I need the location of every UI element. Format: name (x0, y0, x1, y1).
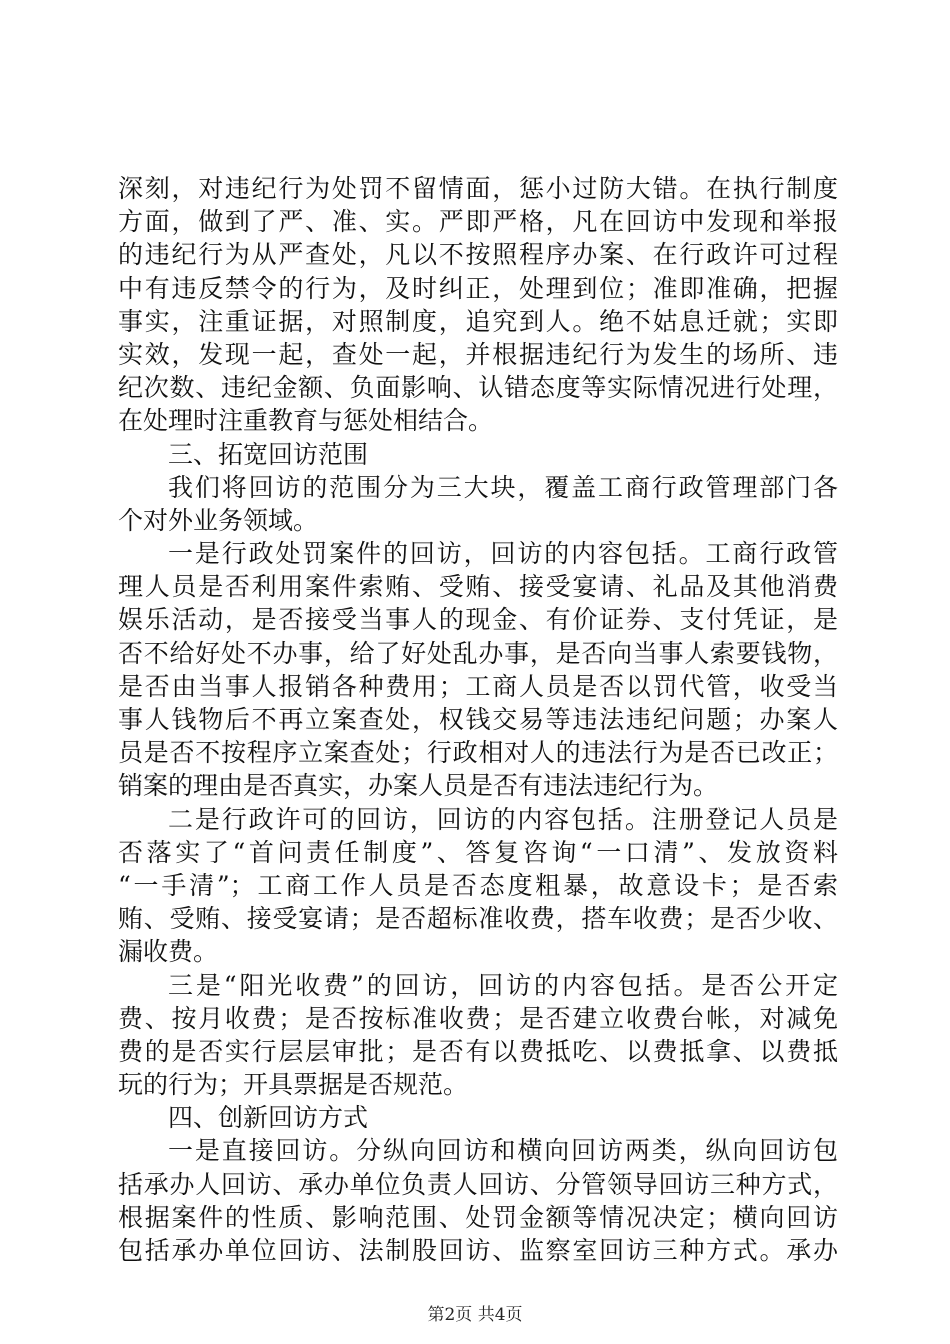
text-line: 二是行政许可的回访，回访的内容包括。注册登记人员是 (168, 804, 838, 834)
text-line: 玩的行为；开具票据是否规范。 (118, 1070, 469, 1100)
text-line: 事人钱物后不再立案查处，权钱交易等违法违纪问题；办案人 (118, 705, 838, 734)
text-line: 四、创新回访方式 (168, 1103, 369, 1133)
text-line: 费、按月收费；是否按标准收费；是否建立收费台帐，对减免 (118, 1003, 838, 1033)
text-line: 中有违反禁令的行为，及时纠正，处理到位；准即准确，把握 (118, 273, 838, 303)
text-line: 娱乐活动，是否接受当事人的现金、有价证券、支付凭证，是 (118, 605, 838, 635)
text-line: 一是直接回访。分纵向回访和横向回访两类，纵向回访包 (168, 1136, 838, 1166)
text-line: 三、拓宽回访范围 (168, 439, 369, 469)
text-line: 事实，注重证据，对照制度，追究到人。绝不姑息迁就；实即 (118, 306, 838, 336)
body-text (118, 172, 838, 1267)
text-line: 根据案件的性质、影响范围、处罚金额等情况决定；横向回访 (118, 1202, 838, 1232)
text-line: 费的是否实行层层审批；是否有以费抵吃、以费抵拿、以费抵 (118, 1036, 838, 1066)
text-line: 括承办人回访、承办单位负责人回访、分管领导回访三种方式， (118, 1169, 838, 1199)
text-line: 方面，做到了严、准、实。严即严格，凡在回访中发现和举报 (118, 207, 838, 237)
text-line: 的违纪行为从严查处，凡以不按照程序办案、在行政许可过程 (118, 240, 838, 270)
text-line: 三是“阳光收费”的回访，回访的内容包括。是否公开定 (168, 970, 838, 1000)
text-line: 是否由当事人报销各种费用；工商人员是否以罚代管，收受当 (118, 671, 838, 701)
text-line: “一手清”；工商工作人员是否态度粗暴，故意设卡；是否索 (118, 870, 838, 900)
page-footer: 第2页 共4页 (427, 1305, 523, 1325)
text-line: 销案的理由是否真实，办案人员是否有违法违纪行为。 (118, 771, 719, 801)
text-line: 我们将回访的范围分为三大块，覆盖工商行政管理部门各 (168, 472, 838, 502)
text-line: 理人员是否利用案件索贿、受贿、接受宴请、礼品及其他消费 (118, 572, 838, 602)
text-line: 在处理时注重教育与惩处相结合。 (118, 406, 494, 436)
text-line: 漏收费。 (118, 937, 219, 967)
text-line: 实效，发现一起，查处一起，并根据违纪行为发生的场所、违 (118, 339, 838, 369)
text-line: 否不给好处不办事，给了好处乱办事，是否向当事人索要钱物， (118, 638, 838, 668)
text-line: 包括承办单位回访、法制股回访、监察室回访三种方式。承办 (118, 1236, 838, 1265)
text-line: 贿、受贿、接受宴请；是否超标准收费，搭车收费；是否少收、 (118, 904, 838, 934)
text-line: 否落实了“首问责任制度”、答复咨询“一口清”、发放资料 (118, 837, 838, 867)
text-line: 一是行政处罚案件的回访，回访的内容包括。工商行政管 (168, 539, 838, 569)
text-line: 个对外业务领域。 (118, 505, 319, 535)
text-line: 员是否不按程序立案查处；行政相对人的违法行为是否已改正； (118, 738, 838, 768)
text-line: 纪次数、违纪金额、负面影响、认错态度等实际情况进行处理， (118, 373, 838, 403)
text-line: 深刻，对违纪行为处罚不留情面，惩小过防大错。在执行制度 (118, 174, 838, 203)
